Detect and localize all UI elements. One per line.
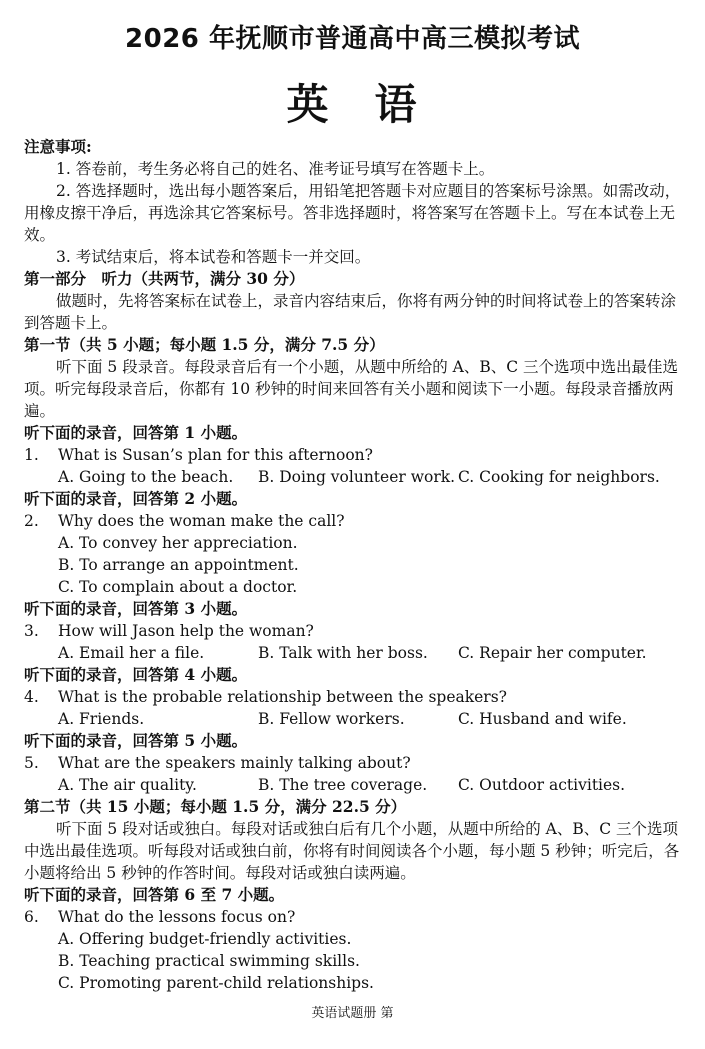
option-a: A. The air quality. (58, 776, 197, 794)
page-footer: 英语试题册 第 (311, 1006, 394, 1021)
exam-body (24, 136, 684, 994)
section1-intro: 听下面 5 段录音。每段录音后有一个小题，从题中所给的 A、B、C 三个选项中选出最佳选项。听完每段录音后，你都有 10 秒钟的时间来回答有关小题和阅读下一小题。每段录音播放两遍。 (24, 358, 679, 420)
option-c: C. Repair her computer. (458, 644, 647, 662)
question-prompt: 听下面的录音，回答第 1 小题。 (24, 423, 248, 442)
options-row (24, 774, 684, 796)
question-6 (24, 906, 684, 928)
question-2 (24, 510, 684, 532)
question-text: What do the lessons focus on? (58, 908, 296, 926)
section1-heading: 第一节（共 5 小题；每小题 1.5 分，满分 7.5 分） (24, 335, 385, 354)
option-a: A. Going to the beach. (58, 468, 234, 486)
question-text: What are the speakers mainly talking about? (58, 754, 411, 772)
question-prompt: 听下面的录音，回答第 2 小题。 (24, 489, 248, 508)
question-text: Why does the woman make the call? (58, 512, 345, 530)
question-prompt: 听下面的录音，回答第 6 至 7 小题。 (24, 885, 285, 904)
part1-intro: 做题时，先将答案标在试卷上，录音内容结束后，你将有两分钟的时间将试卷上的答案转涂到答题卡上。 (24, 292, 677, 332)
question-text: What is Susan’s plan for this afternoon? (58, 446, 373, 464)
question-text: What is the probable relationship between the speakers? (58, 688, 507, 706)
section2-heading: 第二节（共 15 小题；每小题 1.5 分，满分 22.5 分） (24, 797, 407, 816)
notes-heading: 注意事项: (24, 137, 92, 156)
options-row (24, 642, 684, 664)
option-b: B. Talk with her boss. (258, 644, 428, 662)
option-a: A. Friends. (58, 710, 145, 728)
question-prompt: 听下面的录音，回答第 4 小题。 (24, 665, 248, 684)
question-3 (24, 620, 684, 642)
question-number: 4. (24, 688, 39, 706)
question-1 (24, 444, 684, 466)
question-number: 6. (24, 908, 39, 926)
part1-heading: 第一部分 听力（共两节，满分 30 分） (24, 269, 305, 288)
options-row (24, 466, 684, 488)
question-number: 5. (24, 754, 39, 772)
option-b: B. The tree coverage. (258, 776, 428, 794)
question-4 (24, 686, 684, 708)
option-b: B. Doing volunteer work. (258, 468, 456, 486)
question-5 (24, 752, 684, 774)
question-number: 3. (24, 622, 39, 640)
options-row (24, 708, 684, 730)
note-item-2: 2. 答选择题时，选出每小题答案后，用铅笔把答题卡对应题目的答案标号涂黑。如需改动，用橡皮擦干净后，再选涂其它答案标号。答非选择题时，将答案写在答题卡上。写在本试卷上无效。 (24, 182, 681, 244)
section2-intro: 听下面 5 段对话或独白。每段对话或独白后有几个小题，从题中所给的 A、B、C 三个选项中选出最佳选项。听每段对话或独白前，你将有时间阅读各个小题，每小题 5 秒钟；听完后，各小题将给出 5 秒钟的作答时间。每段对话或独白读两遍。 (24, 820, 680, 882)
question-prompt: 听下面的录音，回答第 3 小题。 (24, 599, 248, 618)
option-a: A. Email her a file. (58, 644, 205, 662)
option-b: B. To arrange an appointment. (58, 556, 299, 574)
option-c: C. Husband and wife. (458, 710, 627, 728)
option-a: A. Offering budget-friendly activities. (58, 930, 352, 948)
exam-title: 2026 年抚顺市普通高中高三模拟考试 (125, 24, 580, 54)
question-prompt: 听下面的录音，回答第 5 小题。 (24, 731, 248, 750)
option-b: B. Fellow workers. (258, 710, 405, 728)
note-item-3: 3. 考试结束后，将本试卷和答题卡一并交回。 (56, 248, 371, 266)
question-text: How will Jason help the woman? (58, 622, 314, 640)
note-item-1: 1. 答卷前，考生务必将自己的姓名、准考证号填写在答题卡上。 (56, 160, 495, 178)
option-c: C. Promoting parent-child relationships. (58, 974, 374, 992)
question-number: 2. (24, 512, 39, 530)
question-number: 1. (24, 446, 39, 464)
option-c: C. To complain about a doctor. (58, 578, 298, 596)
option-c: C. Cooking for neighbors. (458, 468, 660, 486)
option-c: C. Outdoor activities. (458, 776, 626, 794)
option-a: A. To convey her appreciation. (58, 534, 298, 552)
subject-title: 英 语 (286, 80, 419, 129)
option-b: B. Teaching practical swimming skills. (58, 952, 360, 970)
